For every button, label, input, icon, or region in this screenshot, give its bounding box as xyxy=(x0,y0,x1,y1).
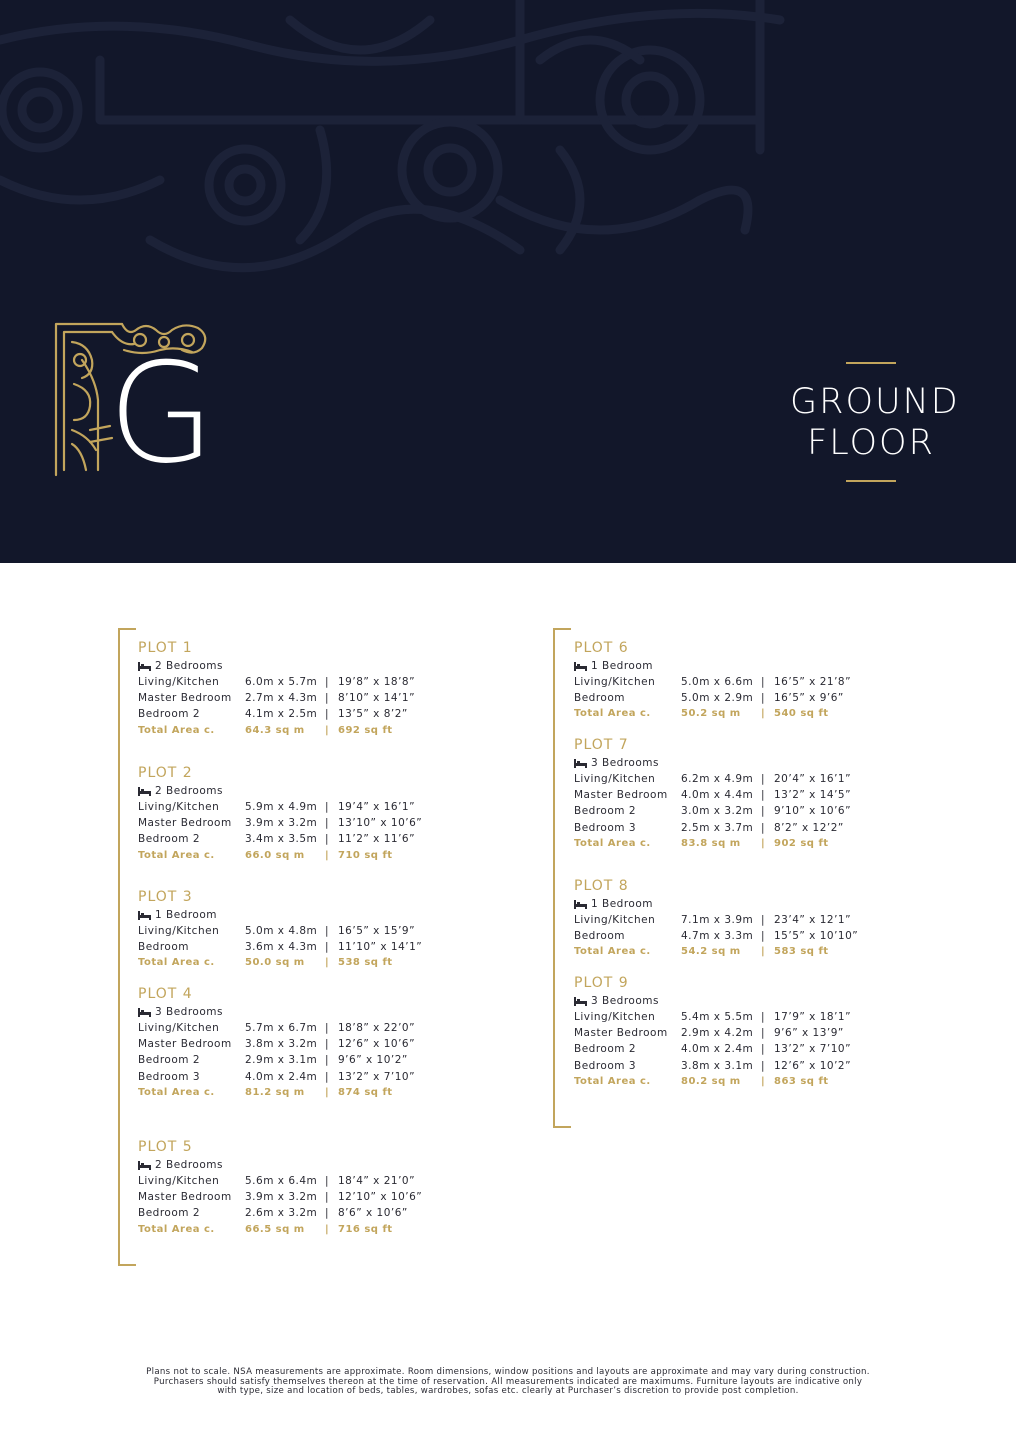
bedroom-count xyxy=(138,1004,448,1020)
room-metric: 3.9m x 3.2m xyxy=(245,1191,318,1204)
room-row xyxy=(138,1189,448,1205)
room-name: Living/Kitchen xyxy=(138,801,220,813)
room-imperial: 9’6” x 10’2” xyxy=(338,1054,408,1067)
room-name: Living/Kitchen xyxy=(138,676,220,688)
total-metric: 64.3 sq m xyxy=(245,724,305,736)
total-metric: 83.8 sq m xyxy=(681,837,741,849)
total-area-row xyxy=(574,1074,884,1090)
room-metric: 5.7m x 6.7m xyxy=(245,1022,318,1034)
room-imperial: 19’4” x 16’1” xyxy=(338,801,416,813)
total-imperial: 583 sq ft xyxy=(774,946,829,958)
total-imperial: 538 sq ft xyxy=(338,957,393,969)
room-row xyxy=(138,1205,448,1221)
total-label: Total Area c. xyxy=(138,957,215,969)
total-area-row xyxy=(138,955,448,971)
plot-9 xyxy=(574,974,884,1090)
disclaimer-line1: Plans not to scale. NSA measurements are approximate. Room dimensions, window positions and layouts are approximate and may vary during construction. xyxy=(146,1367,870,1377)
bedroom-label: 2 Bedrooms xyxy=(155,660,223,672)
separator: | xyxy=(325,1022,330,1034)
separator: | xyxy=(325,817,330,830)
room-row xyxy=(574,928,884,944)
room-row xyxy=(138,799,448,815)
bedroom-count xyxy=(574,993,884,1009)
room-imperial: 9’10” x 10’6” xyxy=(774,805,852,818)
total-metric: 66.5 sq m xyxy=(245,1223,305,1235)
bedroom-label: 2 Bedrooms xyxy=(155,1159,223,1171)
room-metric: 4.0m x 2.4m xyxy=(681,1043,754,1056)
gold-rule-bottom xyxy=(846,480,896,482)
room-name: Bedroom 2 xyxy=(138,833,201,846)
room-metric: 2.9m x 3.1m xyxy=(245,1054,318,1067)
room-metric: 4.0m x 4.4m xyxy=(681,789,754,802)
separator: | xyxy=(761,773,766,785)
room-metric: 5.9m x 4.9m xyxy=(245,801,318,813)
room-row xyxy=(574,1041,884,1057)
room-imperial: 16’5” x 15’9” xyxy=(338,925,416,937)
room-metric: 3.9m x 3.2m xyxy=(245,817,318,830)
total-imperial: 692 sq ft xyxy=(338,724,393,736)
separator: | xyxy=(325,1207,330,1220)
disclaimer-line3: with type, size and location of beds, tables, wardrobes, sofas etc. clearly at Purchaser’s discretion to provide post completion. xyxy=(217,1386,799,1397)
plot-title: PLOT 7 xyxy=(574,737,629,753)
room-row xyxy=(574,787,884,803)
total-metric: 81.2 sq m xyxy=(245,1086,305,1098)
plot-title: PLOT 4 xyxy=(138,986,193,1002)
floor-title-block xyxy=(790,362,960,482)
plot-title: PLOT 8 xyxy=(574,878,629,894)
bed-icon xyxy=(138,911,151,920)
room-imperial: 12’6” x 10’6” xyxy=(338,1038,416,1051)
plot-2 xyxy=(138,764,448,864)
plot-title: PLOT 1 xyxy=(138,640,193,656)
separator: | xyxy=(761,692,766,705)
bed-icon xyxy=(138,662,151,671)
separator: | xyxy=(325,692,330,705)
separator: | xyxy=(761,1043,766,1056)
room-name: Living/Kitchen xyxy=(138,1175,220,1187)
room-row xyxy=(574,1058,884,1074)
room-row xyxy=(574,771,884,787)
bedroom-count xyxy=(574,755,884,771)
disclaimer-line2: Purchasers should satisfy themselves thereon at the time of reservation. All measurements indicated are maximums. Furniture layouts are indicative only xyxy=(153,1376,863,1387)
bedroom-label: 3 Bedrooms xyxy=(591,757,659,769)
total-metric: 66.0 sq m xyxy=(245,849,305,861)
room-imperial: 11’10” x 14’1” xyxy=(338,941,423,954)
room-imperial: 12’10” x 10’6” xyxy=(338,1191,423,1204)
plot-6 xyxy=(574,639,884,723)
separator: | xyxy=(761,805,766,818)
room-name: Master Bedroom xyxy=(138,692,232,705)
separator: | xyxy=(325,1070,330,1083)
total-imperial: 863 sq ft xyxy=(774,1075,829,1087)
total-metric: 80.2 sq m xyxy=(681,1075,741,1087)
total-label: Total Area c. xyxy=(138,1223,215,1235)
plot-1 xyxy=(138,639,448,739)
room-metric: 4.1m x 2.5m xyxy=(245,708,318,721)
total-imperial: 902 sq ft xyxy=(774,837,829,849)
room-name: Master Bedroom xyxy=(574,1027,668,1040)
bedroom-count xyxy=(138,1157,448,1173)
room-imperial: 16’5” x 21’8” xyxy=(774,676,852,688)
total-metric: 54.2 sq m xyxy=(681,946,741,958)
bedroom-label: 1 Bedroom xyxy=(591,898,654,910)
plot-title: PLOT 5 xyxy=(138,1139,193,1155)
room-row xyxy=(138,1173,448,1189)
room-metric: 3.0m x 3.2m xyxy=(681,805,754,818)
room-metric: 3.8m x 3.1m xyxy=(681,1059,754,1072)
room-metric: 6.2m x 4.9m xyxy=(681,773,754,785)
room-imperial: 17’9” x 18’1” xyxy=(774,1011,852,1023)
room-imperial: 8’2” x 12’2” xyxy=(774,821,844,834)
plot-4 xyxy=(138,985,448,1101)
room-name: Bedroom 2 xyxy=(138,708,201,721)
room-name: Living/Kitchen xyxy=(574,1011,656,1023)
room-row xyxy=(138,815,448,831)
header-banner xyxy=(0,0,1016,563)
room-row xyxy=(138,939,448,955)
room-metric: 3.4m x 3.5m xyxy=(245,833,318,846)
room-row xyxy=(574,912,884,928)
bed-icon xyxy=(138,1161,151,1170)
separator: | xyxy=(761,1011,766,1023)
separator: | xyxy=(325,1223,330,1235)
separator: | xyxy=(761,708,766,720)
room-name: Bedroom 2 xyxy=(138,1054,201,1067)
room-imperial: 13’2” x 7’10” xyxy=(774,1043,852,1056)
separator: | xyxy=(325,724,330,736)
total-area-row xyxy=(574,836,884,852)
room-name: Living/Kitchen xyxy=(138,925,220,937)
separator: | xyxy=(325,957,330,969)
disclaimer xyxy=(100,1368,916,1397)
separator: | xyxy=(325,833,330,846)
room-imperial: 13’2” x 7’10” xyxy=(338,1070,416,1083)
room-name: Living/Kitchen xyxy=(574,914,656,926)
room-imperial: 18’8” x 22’0” xyxy=(338,1022,416,1034)
room-imperial: 8’10” x 14’1” xyxy=(338,692,416,705)
total-imperial: 874 sq ft xyxy=(338,1086,393,1098)
room-imperial: 8’6” x 10’6” xyxy=(338,1207,408,1220)
total-metric: 50.0 sq m xyxy=(245,957,305,969)
room-row xyxy=(574,674,884,690)
room-metric: 5.4m x 5.5m xyxy=(681,1011,754,1023)
room-metric: 2.6m x 3.2m xyxy=(245,1207,318,1220)
separator: | xyxy=(761,930,766,943)
total-label: Total Area c. xyxy=(574,837,651,849)
total-area-row xyxy=(574,706,884,722)
separator: | xyxy=(325,925,330,937)
total-area-row xyxy=(138,1222,448,1238)
room-imperial: 23’4” x 12’1” xyxy=(774,914,852,926)
room-metric: 2.7m x 4.3m xyxy=(245,692,318,705)
plot-title: PLOT 3 xyxy=(138,889,193,905)
room-metric: 7.1m x 3.9m xyxy=(681,914,754,926)
room-metric: 2.9m x 4.2m xyxy=(681,1027,754,1040)
plot-7 xyxy=(574,736,884,852)
bedroom-count xyxy=(574,658,884,674)
room-metric: 5.0m x 6.6m xyxy=(681,676,754,688)
room-metric: 4.7m x 3.3m xyxy=(681,930,754,943)
separator: | xyxy=(761,821,766,834)
room-metric: 4.0m x 2.4m xyxy=(245,1070,318,1083)
room-imperial: 9’6” x 13’9” xyxy=(774,1027,844,1040)
left-column-bracket xyxy=(118,628,136,1266)
gold-rule-top xyxy=(846,362,896,364)
separator: | xyxy=(325,1038,330,1051)
decorative-scroll-pattern xyxy=(0,0,1016,300)
separator: | xyxy=(761,1027,766,1040)
total-metric: 50.2 sq m xyxy=(681,708,741,720)
room-row xyxy=(574,820,884,836)
floor-title xyxy=(790,382,960,464)
bedroom-count xyxy=(138,783,448,799)
room-name: Living/Kitchen xyxy=(574,773,656,785)
bed-icon xyxy=(574,759,587,768)
separator: | xyxy=(761,914,766,926)
room-row xyxy=(138,831,448,847)
room-imperial: 12’6” x 10’2” xyxy=(774,1059,852,1072)
separator: | xyxy=(325,1054,330,1067)
total-label: Total Area c. xyxy=(138,1086,215,1098)
room-metric: 3.6m x 4.3m xyxy=(245,941,318,954)
floor-title-line1: GROUND xyxy=(790,382,960,422)
room-row xyxy=(138,1069,448,1085)
plot-8 xyxy=(574,877,884,961)
bedroom-label: 1 Bedroom xyxy=(155,909,218,921)
separator: | xyxy=(761,837,766,849)
separator: | xyxy=(325,1191,330,1204)
separator: | xyxy=(325,801,330,813)
room-name: Master Bedroom xyxy=(574,789,668,802)
room-row xyxy=(574,1009,884,1025)
room-imperial: 13’10” x 10’6” xyxy=(338,817,423,830)
bed-icon xyxy=(574,997,587,1006)
bedroom-label: 2 Bedrooms xyxy=(155,785,223,797)
room-name: Living/Kitchen xyxy=(574,676,656,688)
bedroom-label: 3 Bedrooms xyxy=(591,995,659,1007)
room-imperial: 18’4” x 21’0” xyxy=(338,1175,416,1187)
separator: | xyxy=(325,941,330,954)
room-metric: 5.6m x 6.4m xyxy=(245,1175,318,1187)
bedroom-count xyxy=(138,907,448,923)
bedroom-label: 1 Bedroom xyxy=(591,660,654,672)
plot-3 xyxy=(138,888,448,972)
bed-icon xyxy=(138,1008,151,1017)
bedroom-count xyxy=(138,658,448,674)
room-name: Bedroom 2 xyxy=(574,1043,637,1056)
bedroom-count xyxy=(574,896,884,912)
separator: | xyxy=(761,1075,766,1087)
bed-icon xyxy=(138,787,151,796)
total-imperial: 710 sq ft xyxy=(338,849,393,861)
separator: | xyxy=(761,789,766,802)
bedroom-label: 3 Bedrooms xyxy=(155,1006,223,1018)
room-metric: 2.5m x 3.7m xyxy=(681,821,754,834)
separator: | xyxy=(761,1059,766,1072)
total-label: Total Area c. xyxy=(574,1075,651,1087)
room-imperial: 11’2” x 11’6” xyxy=(338,833,416,846)
room-name: Bedroom 3 xyxy=(574,821,637,834)
total-area-row xyxy=(138,723,448,739)
separator: | xyxy=(325,1175,330,1187)
room-name: Living/Kitchen xyxy=(138,1022,220,1034)
room-imperial: 20’4” x 16’1” xyxy=(774,773,852,785)
total-label: Total Area c. xyxy=(138,724,215,736)
room-imperial: 16’5” x 9’6” xyxy=(774,692,844,705)
room-row xyxy=(138,706,448,722)
separator: | xyxy=(761,946,766,958)
room-name: Bedroom 2 xyxy=(138,1207,201,1220)
total-label: Total Area c. xyxy=(574,946,651,958)
plot-5 xyxy=(138,1138,448,1238)
total-area-row xyxy=(138,1085,448,1101)
room-metric: 3.8m x 3.2m xyxy=(245,1038,318,1051)
room-imperial: 19’8” x 18’8” xyxy=(338,676,416,688)
separator: | xyxy=(325,849,330,861)
room-name: Bedroom 3 xyxy=(138,1070,201,1083)
room-row xyxy=(138,1020,448,1036)
room-name: Bedroom 2 xyxy=(574,805,637,818)
room-name: Bedroom xyxy=(138,941,189,954)
plot-title: PLOT 6 xyxy=(574,640,629,656)
separator: | xyxy=(325,708,330,721)
plot-title: PLOT 2 xyxy=(138,765,193,781)
total-area-row xyxy=(138,848,448,864)
plot-title: PLOT 9 xyxy=(574,975,629,991)
room-imperial: 15’5” x 10’10” xyxy=(774,930,859,943)
room-name: Master Bedroom xyxy=(138,1191,232,1204)
right-column-bracket xyxy=(553,628,571,1128)
room-row xyxy=(138,923,448,939)
bed-icon xyxy=(574,900,587,909)
room-name: Bedroom xyxy=(574,692,625,705)
room-imperial: 13’2” x 14’5” xyxy=(774,789,852,802)
total-imperial: 540 sq ft xyxy=(774,708,829,720)
room-name: Bedroom xyxy=(574,930,625,943)
total-area-row xyxy=(574,944,884,960)
bed-icon xyxy=(574,662,587,671)
room-row xyxy=(138,690,448,706)
room-row xyxy=(138,674,448,690)
floor-letter: G xyxy=(108,333,213,494)
separator: | xyxy=(325,676,330,688)
room-row xyxy=(138,1036,448,1052)
room-imperial: 13’5” x 8’2” xyxy=(338,708,408,721)
room-row xyxy=(574,1025,884,1041)
room-name: Bedroom 3 xyxy=(574,1059,637,1072)
room-metric: 6.0m x 5.7m xyxy=(245,676,318,688)
total-imperial: 716 sq ft xyxy=(338,1223,393,1235)
separator: | xyxy=(761,676,766,688)
room-row xyxy=(574,803,884,819)
room-row xyxy=(574,690,884,706)
total-label: Total Area c. xyxy=(574,708,651,720)
room-metric: 5.0m x 2.9m xyxy=(681,692,754,705)
room-row xyxy=(138,1052,448,1068)
floor-title-line2: FLOOR xyxy=(807,423,935,463)
separator: | xyxy=(325,1086,330,1098)
total-label: Total Area c. xyxy=(138,849,215,861)
room-name: Master Bedroom xyxy=(138,817,232,830)
room-metric: 5.0m x 4.8m xyxy=(245,925,318,937)
room-name: Master Bedroom xyxy=(138,1038,232,1051)
